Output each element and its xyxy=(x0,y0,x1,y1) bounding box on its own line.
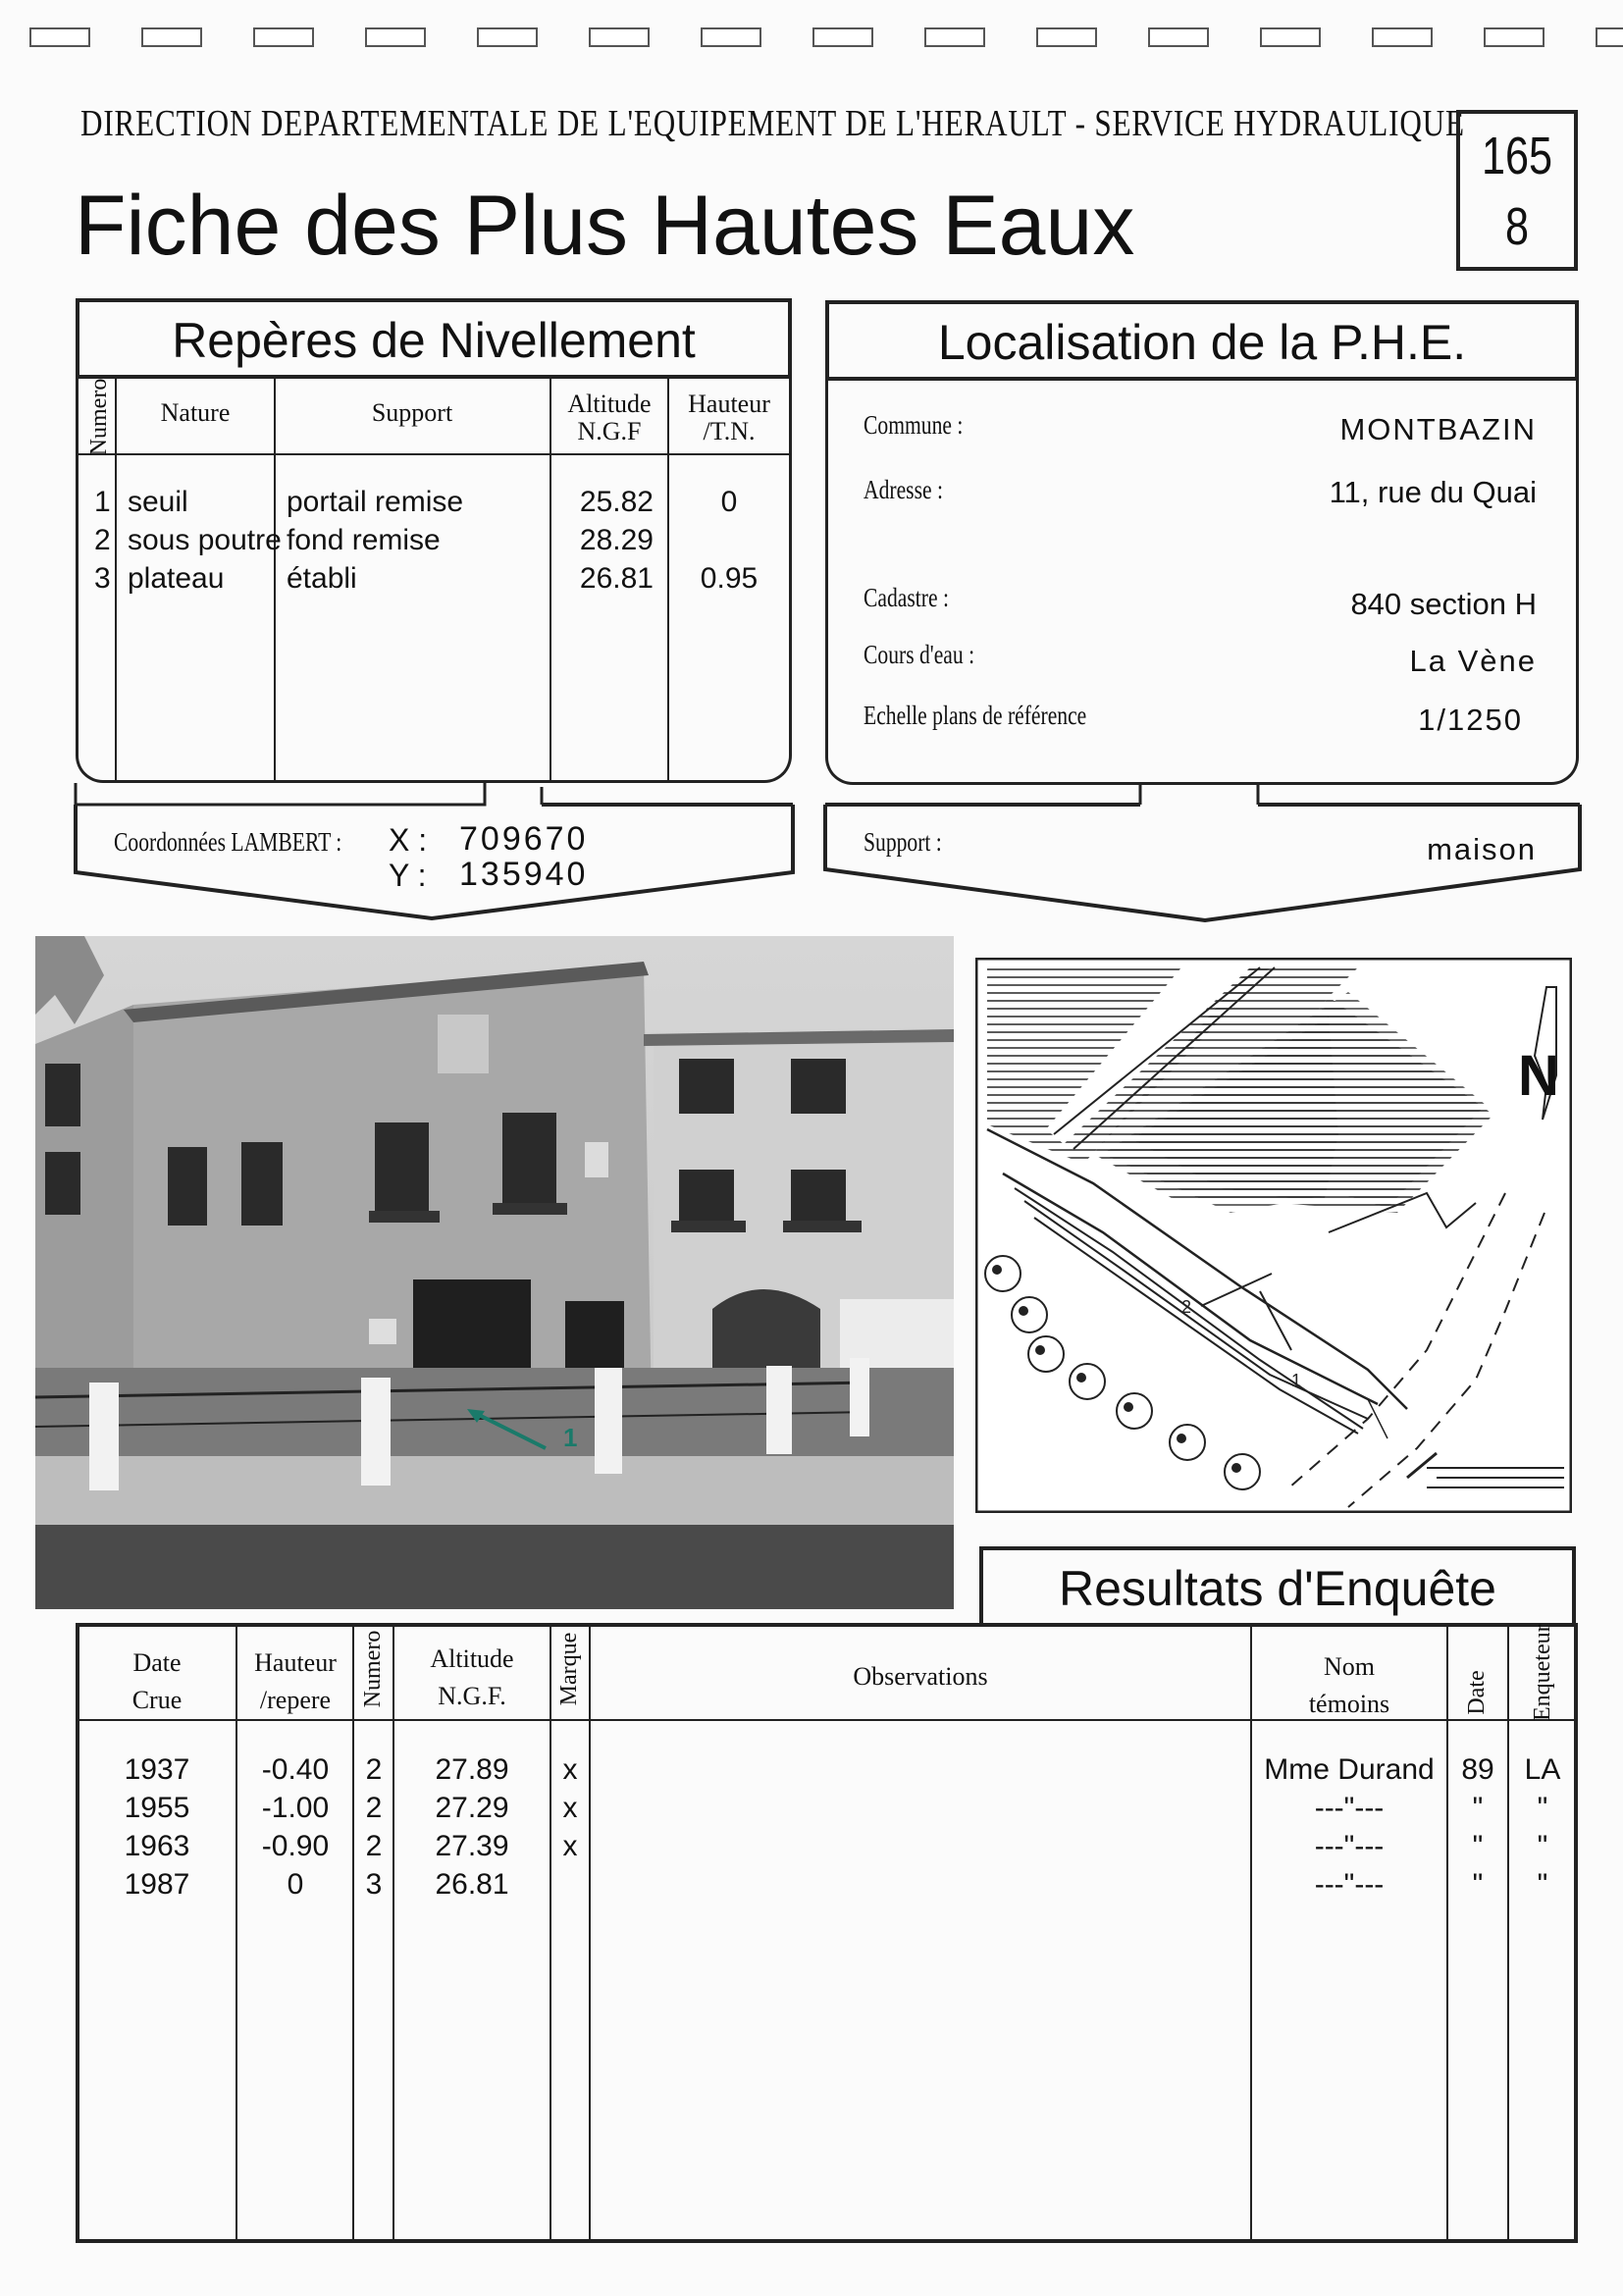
lambert-label: Coordonnées LAMBERT : xyxy=(114,827,342,857)
row-altitude: 26.81 xyxy=(435,1868,509,1901)
col-header-enqueteur: Enqueteur xyxy=(1530,1624,1555,1721)
row-nom-temoins: Mme Durand xyxy=(1264,1753,1435,1786)
localisation-title-box xyxy=(825,300,1579,381)
row-numero: 1 xyxy=(94,486,111,518)
col-divider xyxy=(1446,1623,1448,2243)
lambert-x: 709670 xyxy=(459,820,589,858)
col-header-altitude: Altitude N.G.F. xyxy=(430,1644,514,1710)
row-date-crue: 1937 xyxy=(124,1753,190,1786)
binding-tick xyxy=(701,27,761,47)
row-support: fond remise xyxy=(287,524,441,556)
col-header-hauteur: Hauteur /T.N. xyxy=(688,390,770,445)
row-date: " xyxy=(1472,1830,1484,1862)
col-divider xyxy=(393,1623,394,2243)
row-enqueteur: LA xyxy=(1524,1753,1561,1786)
commune-label: Commune : xyxy=(864,410,964,440)
binding-tick xyxy=(365,27,426,47)
binding-tick xyxy=(29,27,90,47)
col-header-numero: Numero xyxy=(360,1630,386,1708)
location-plan xyxy=(975,958,1572,1513)
cours-label: Cours d'eau : xyxy=(864,640,975,669)
lambert-x-label: X : xyxy=(389,822,428,858)
commune-value: MONTBAZIN xyxy=(1339,412,1537,446)
row-hauteur: 0.95 xyxy=(700,562,759,595)
row-hauteur: -0.40 xyxy=(261,1753,330,1786)
col-divider xyxy=(589,1623,591,2243)
row-date: " xyxy=(1472,1792,1484,1824)
fiche-number-box xyxy=(1456,110,1578,271)
echelle-value: 1/1250 xyxy=(1418,703,1523,737)
cadastre-label: Cadastre : xyxy=(864,583,949,612)
col-header-support: Support xyxy=(371,398,453,427)
binding-tick xyxy=(1260,27,1321,47)
row-nature: plateau xyxy=(128,562,225,595)
support-label: Support : xyxy=(864,827,942,857)
fiche-sub-number: 8 xyxy=(1504,197,1530,256)
row-nom-temoins: ---"--- xyxy=(1314,1792,1385,1824)
col-header-observations: Observations xyxy=(853,1662,988,1691)
row-marque: x xyxy=(562,1792,578,1824)
adresse-value: 11, rue du Quai xyxy=(1329,475,1537,509)
row-numero: 3 xyxy=(94,562,111,595)
plan-marker-1: 1 xyxy=(1291,1371,1302,1390)
col-header-nom-temoins: Nom témoins xyxy=(1308,1652,1390,1718)
reperes-title: Repères de Nivellement xyxy=(172,313,696,368)
row-nom-temoins: ---"--- xyxy=(1314,1830,1385,1862)
echelle-label: Echelle plans de référence xyxy=(864,701,1087,730)
fiche-number: 165 xyxy=(1481,127,1553,185)
binding-tick xyxy=(1372,27,1433,47)
col-header-numero: Numero xyxy=(86,378,112,456)
row-altitude: 27.39 xyxy=(435,1830,509,1862)
row-hauteur: -1.00 xyxy=(261,1792,330,1824)
binding-tick xyxy=(1148,27,1209,47)
support-value: maison xyxy=(1427,832,1537,866)
lambert-y: 135940 xyxy=(459,856,589,893)
row-support: établi xyxy=(287,562,357,595)
binding-tick xyxy=(253,27,314,47)
row-altitude: 27.29 xyxy=(435,1792,509,1824)
binding-tick xyxy=(924,27,985,47)
row-altitude: 27.89 xyxy=(435,1753,509,1786)
adresse-label: Adresse : xyxy=(864,475,943,504)
row-altitude: 28.29 xyxy=(579,524,654,556)
photo-marker-label: 1 xyxy=(563,1423,578,1452)
header-divider xyxy=(76,453,792,455)
row-hauteur: 0 xyxy=(287,1868,304,1901)
binding-tick xyxy=(141,27,202,47)
col-header-altitude: Altitude N.G.F xyxy=(567,390,652,445)
binding-tick xyxy=(1036,27,1097,47)
col-divider xyxy=(274,377,276,781)
row-enqueteur: " xyxy=(1537,1792,1548,1824)
north-arrow-label: N xyxy=(1518,1044,1559,1108)
row-nature: sous poutre xyxy=(128,524,282,556)
col-header-marque: Marque xyxy=(556,1632,582,1706)
house-photo xyxy=(35,936,954,1609)
row-marque: x xyxy=(562,1753,578,1786)
organization-line: DIRECTION DEPARTEMENTALE DE L'EQUIPEMENT DE L'HERAULT - SERVICE HYDRAULIQUE xyxy=(80,103,1465,144)
col-divider xyxy=(115,377,117,781)
row-date: 89 xyxy=(1461,1753,1494,1786)
col-header-date-crue: Date Crue xyxy=(131,1648,183,1714)
row-hauteur: -0.90 xyxy=(261,1830,330,1862)
cadastre-value: 840 section H xyxy=(1350,587,1537,621)
col-header-hauteur: Hauteur /repere xyxy=(254,1648,337,1714)
page-title: Fiche des Plus Hautes Eaux xyxy=(75,179,1135,273)
row-nature: seuil xyxy=(128,486,188,518)
row-date: " xyxy=(1472,1868,1484,1901)
row-enqueteur: " xyxy=(1537,1868,1548,1901)
row-altitude: 25.82 xyxy=(579,486,654,518)
row-date-crue: 1963 xyxy=(124,1830,190,1862)
row-date-crue: 1987 xyxy=(124,1868,190,1901)
binding-tick xyxy=(1484,27,1544,47)
row-marque: x xyxy=(562,1830,578,1862)
binding-tick xyxy=(812,27,873,47)
col-divider xyxy=(1507,1623,1509,2243)
lambert-y-label: Y : xyxy=(389,858,427,893)
col-header-date: Date xyxy=(1464,1670,1490,1715)
row-numero: 2 xyxy=(365,1792,383,1824)
row-support: portail remise xyxy=(287,486,464,518)
row-hauteur: 0 xyxy=(720,486,738,518)
cours-value: La Vène xyxy=(1409,644,1537,678)
plan-marker-2: 2 xyxy=(1181,1297,1192,1317)
localisation-title: Localisation de la P.H.E. xyxy=(937,315,1467,370)
resultats-title: Resultats d'Enquête xyxy=(1059,1561,1496,1616)
binding-tick xyxy=(477,27,538,47)
col-header-nature: Nature xyxy=(160,398,231,427)
reperes-title-box xyxy=(76,298,792,379)
row-numero: 2 xyxy=(365,1753,383,1786)
row-numero: 2 xyxy=(94,524,111,556)
row-nom-temoins: ---"--- xyxy=(1314,1868,1385,1901)
col-divider xyxy=(550,1623,551,2243)
row-altitude: 26.81 xyxy=(579,562,654,595)
binding-tick xyxy=(1596,27,1623,47)
row-date-crue: 1955 xyxy=(124,1792,190,1824)
row-enqueteur: " xyxy=(1537,1830,1548,1862)
binding-tick xyxy=(589,27,650,47)
row-numero: 2 xyxy=(365,1830,383,1862)
row-numero: 3 xyxy=(365,1868,383,1901)
